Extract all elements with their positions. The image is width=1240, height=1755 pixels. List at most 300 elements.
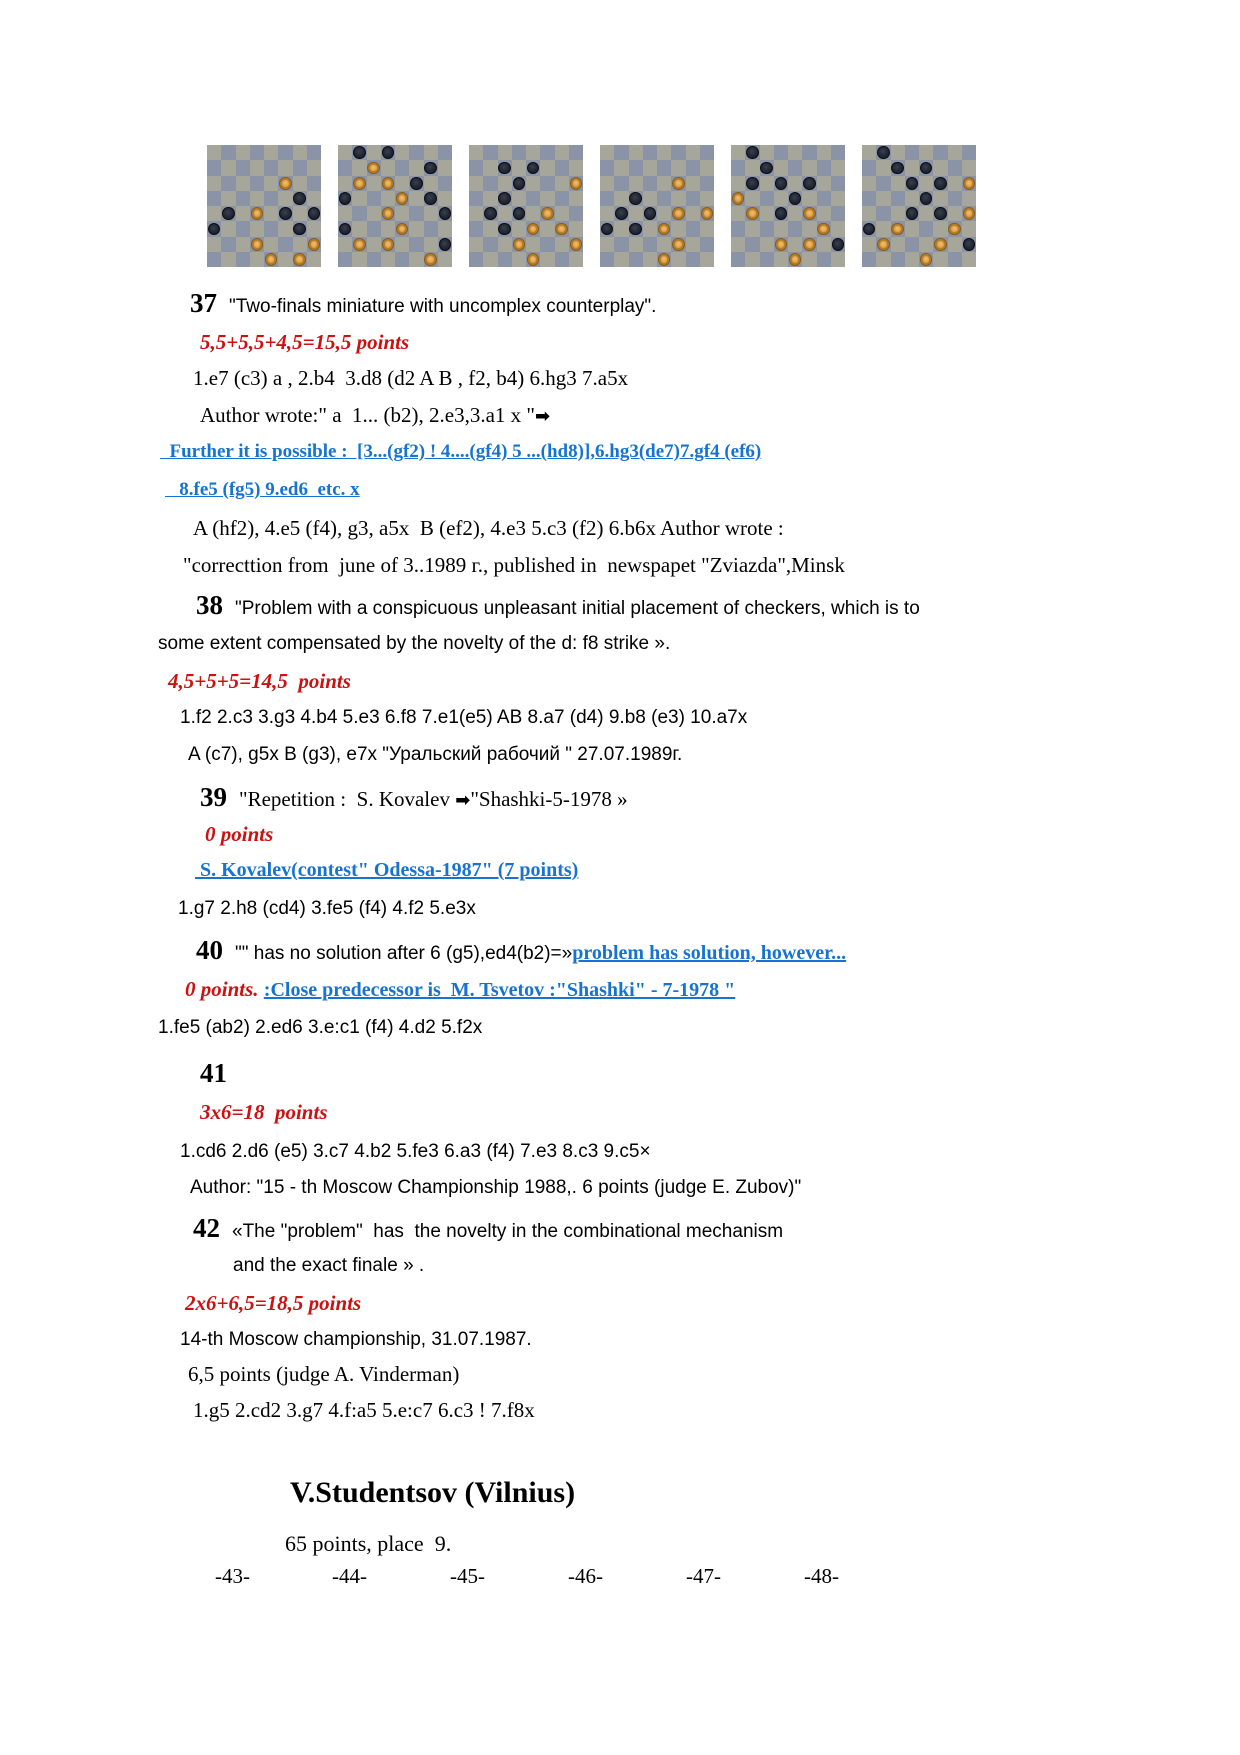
board-square: [569, 160, 583, 175]
board-square: [600, 237, 614, 252]
checker-piece-white: [382, 238, 395, 251]
problem-37-further-line1[interactable]: Further it is possible : [3...(gf2) ! 4....(gf4) 5 ...(hd8)],6.hg3(de7)7.gf4 (ef6): [160, 441, 762, 462]
board-square: [236, 237, 250, 252]
board-square: [876, 160, 890, 175]
board-square: [498, 206, 512, 221]
board-square: [207, 252, 221, 267]
checker-piece-white: [672, 177, 685, 190]
board-square: [788, 206, 802, 221]
board-square: [278, 221, 292, 236]
board-square: [498, 176, 512, 191]
checker-piece-white: [382, 207, 395, 220]
problem-40-predecessor-link[interactable]: :Close predecessor is M. Tsvetov :"Shashki" - 7-1978 ": [263, 979, 736, 1001]
checker-piece-black: [775, 207, 788, 220]
checker-piece-white: [672, 238, 685, 251]
board-square: [700, 160, 714, 175]
checker-piece-black: [920, 192, 933, 205]
page-number-45: -45-: [450, 1564, 485, 1588]
board-square: [381, 160, 395, 175]
checker-piece-white: [513, 238, 526, 251]
board-square: [221, 221, 235, 236]
checker-piece-white: [353, 238, 366, 251]
board-square: [207, 145, 221, 160]
board-square: [657, 191, 671, 206]
problem-40-solution-link[interactable]: problem has solution, however...: [572, 942, 847, 964]
board-square: [774, 160, 788, 175]
board-square: [293, 145, 307, 160]
board-square: [905, 221, 919, 236]
checker-piece-black: [279, 207, 292, 220]
board-square: [438, 176, 452, 191]
board-square: [831, 176, 845, 191]
board-square: [643, 237, 657, 252]
board-square: [236, 176, 250, 191]
board-square: [424, 237, 438, 252]
board-square: [307, 221, 321, 236]
checker-piece-white: [948, 223, 961, 236]
board-square: [221, 176, 235, 191]
problem-38-title-line1: "Problem with a conspicuous unpleasant initial placement of checkers, which is to: [235, 598, 920, 619]
board-square: [498, 237, 512, 252]
board-square: [600, 145, 614, 160]
board-square: [250, 145, 264, 160]
problem-37-moves: 1.e7 (c3) a , 2.b4 3.d8 (d2 A B , f2, b4) 6.hg3 7.a5x: [193, 366, 629, 390]
board-square: [367, 191, 381, 206]
problem-38-number: 38: [196, 590, 223, 620]
board-square: [512, 145, 526, 160]
board-square: [876, 252, 890, 267]
problem-37-number: 37: [190, 288, 217, 318]
board-square: [643, 176, 657, 191]
board-square: [629, 237, 643, 252]
problem-40-number: 40: [196, 935, 223, 965]
board-square: [657, 176, 671, 191]
board-square: [731, 221, 745, 236]
board-square: [483, 176, 497, 191]
page-number-44: -44-: [332, 1564, 367, 1588]
checker-piece-black: [803, 177, 816, 190]
board-square: [657, 206, 671, 221]
checker-piece-white: [775, 238, 788, 251]
board-square: [526, 191, 540, 206]
board-square: [555, 206, 569, 221]
board-square: [700, 191, 714, 206]
checker-piece-black: [746, 146, 759, 159]
board-square: [919, 176, 933, 191]
board-square: [307, 191, 321, 206]
board-square: [657, 145, 671, 160]
board-square: [483, 221, 497, 236]
checker-piece-white: [672, 207, 685, 220]
board-square: [760, 252, 774, 267]
board-square: [250, 191, 264, 206]
page-number-47: -47-: [686, 1564, 721, 1588]
board-square: [671, 191, 685, 206]
checker-piece-black: [513, 177, 526, 190]
checker-piece-black: [746, 177, 759, 190]
board-square: [526, 176, 540, 191]
board-square: [962, 221, 976, 236]
checker-piece-black: [498, 192, 511, 205]
checker-piece-white: [555, 223, 568, 236]
checker-piece-white: [527, 253, 540, 266]
problem-41-moves: 1.cd6 2.d6 (e5) 3.c7 4.b2 5.fe3 6.a3 (f4) 7.e3 8.c3 9.c5×: [180, 1141, 651, 1162]
board-square: [250, 160, 264, 175]
board-square: [469, 191, 483, 206]
board-square: [278, 160, 292, 175]
board-square: [933, 252, 947, 267]
board-square: [614, 145, 628, 160]
board-square: [352, 160, 366, 175]
checker-piece-white: [789, 253, 802, 266]
board-square: [207, 176, 221, 191]
board-square: [307, 252, 321, 267]
board-square: [731, 176, 745, 191]
checker-piece-white: [353, 177, 366, 190]
board-square: [774, 191, 788, 206]
checker-piece-black: [934, 207, 947, 220]
board-square: [367, 237, 381, 252]
checker-piece-white: [963, 177, 976, 190]
board-square: [540, 221, 554, 236]
board-square: [802, 191, 816, 206]
board-square: [395, 252, 409, 267]
board-square: [731, 252, 745, 267]
problem-42-number: 42: [193, 1213, 220, 1243]
checker-piece-white: [293, 253, 306, 266]
problem-38-notes: A (c7), g5x B (g3), e7x "Уральский рабочий " 27.07.1989г.: [188, 744, 683, 765]
checker-piece-white: [424, 253, 437, 266]
board-square: [236, 221, 250, 236]
board-square: [395, 206, 409, 221]
board-square: [469, 145, 483, 160]
board-square: [250, 252, 264, 267]
checker-piece-black: [353, 146, 366, 159]
board-square: [700, 176, 714, 191]
board-square: [614, 221, 628, 236]
board-square: [686, 145, 700, 160]
board-square: [338, 145, 352, 160]
board-square: [600, 191, 614, 206]
board-square: [933, 145, 947, 160]
board-square: [788, 176, 802, 191]
board-square: [207, 237, 221, 252]
checker-piece-black: [410, 177, 423, 190]
board-square: [731, 206, 745, 221]
board-square: [948, 237, 962, 252]
checker-piece-white: [570, 177, 583, 190]
board-square: [671, 145, 685, 160]
board-square: [540, 145, 554, 160]
problem-41-heading: [200, 1058, 227, 1089]
board-square: [395, 176, 409, 191]
board-square: [438, 160, 452, 175]
board-square: [600, 176, 614, 191]
board-square: [862, 206, 876, 221]
board-square: [962, 191, 976, 206]
checker-piece-black: [832, 238, 845, 251]
board-square: [221, 160, 235, 175]
board-square: [395, 145, 409, 160]
board-square: [905, 145, 919, 160]
board-square: [483, 191, 497, 206]
checker-piece-black: [439, 238, 452, 251]
checker-piece-black: [513, 207, 526, 220]
board-square: [278, 191, 292, 206]
board-square: [264, 160, 278, 175]
board-square: [962, 160, 976, 175]
checker-piece-white: [920, 253, 933, 266]
board-square: [948, 160, 962, 175]
board-square: [338, 237, 352, 252]
problem-41-number: 41: [200, 1058, 227, 1088]
board-square: [671, 252, 685, 267]
board-square: [236, 145, 250, 160]
board-square: [409, 252, 423, 267]
checker-piece-black: [934, 177, 947, 190]
board-square: [876, 221, 890, 236]
board-square: [293, 206, 307, 221]
board-square: [569, 252, 583, 267]
board-square: [629, 252, 643, 267]
board-square: [891, 237, 905, 252]
problem-39-predecessor-link[interactable]: S. Kovalev(contest" Odessa-1987" (7 points): [195, 859, 579, 881]
board-square: [891, 191, 905, 206]
author-score: 65 points, place 9.: [285, 1531, 452, 1556]
board-square: [774, 145, 788, 160]
checker-piece-black: [963, 238, 976, 251]
board-square: [614, 252, 628, 267]
problem-42-moves: 1.g5 2.cd2 3.g7 4.f:a5 5.e:c7 6.c3 ! 7.f8x: [193, 1398, 535, 1422]
board-square: [424, 206, 438, 221]
board-square: [802, 160, 816, 175]
problem-39-points: 0 points: [205, 822, 274, 846]
board-square: [264, 206, 278, 221]
board-square: [278, 145, 292, 160]
board-square: [469, 252, 483, 267]
page-number-43: -43-: [215, 1564, 250, 1588]
board-square: [686, 237, 700, 252]
board-square: [817, 252, 831, 267]
problem-37-title: "Two-finals miniature with uncomplex counterplay".: [229, 296, 657, 317]
checker-piece-black: [498, 223, 511, 236]
board-square: [207, 191, 221, 206]
board-square: [367, 176, 381, 191]
checkers-board-42: [862, 145, 976, 267]
board-square: [891, 145, 905, 160]
board-square: [760, 176, 774, 191]
board-square: [424, 176, 438, 191]
board-square: [512, 160, 526, 175]
problem-38-moves: 1.f2 2.c3 3.g3 4.b4 5.e3 6.f8 7.e1(e5) AB 8.a7 (d4) 9.b8 (e3) 10.a7x: [180, 707, 748, 728]
board-square: [774, 221, 788, 236]
board-square: [905, 252, 919, 267]
checker-piece-black: [339, 192, 352, 205]
board-square: [891, 206, 905, 221]
board-square: [643, 145, 657, 160]
board-square: [643, 221, 657, 236]
board-square: [817, 237, 831, 252]
board-square: [831, 145, 845, 160]
board-square: [381, 252, 395, 267]
board-square: [919, 237, 933, 252]
board-square: [221, 252, 235, 267]
board-square: [745, 221, 759, 236]
board-square: [264, 237, 278, 252]
board-square: [221, 237, 235, 252]
board-square: [948, 191, 962, 206]
board-square: [962, 145, 976, 160]
problem-38-heading: [196, 590, 920, 621]
checker-piece-black: [615, 207, 628, 220]
checker-piece-white: [251, 238, 264, 251]
board-square: [760, 221, 774, 236]
checkers-board-38: [338, 145, 452, 267]
checker-piece-white: [963, 207, 976, 220]
checker-piece-black: [424, 192, 437, 205]
board-square: [788, 221, 802, 236]
board-square: [905, 191, 919, 206]
board-square: [307, 176, 321, 191]
checker-piece-black: [629, 192, 642, 205]
board-square: [933, 191, 947, 206]
page-number-46: -46-: [568, 1564, 603, 1588]
problem-38-points: 4,5+5+5=14,5 points: [168, 669, 351, 693]
board-square: [540, 252, 554, 267]
board-square: [498, 252, 512, 267]
board-square: [352, 252, 366, 267]
board-square: [919, 221, 933, 236]
board-square: [264, 191, 278, 206]
board-square: [236, 160, 250, 175]
board-square: [569, 145, 583, 160]
board-square: [862, 160, 876, 175]
board-square: [555, 160, 569, 175]
board-square: [409, 145, 423, 160]
checker-piece-black: [498, 162, 511, 175]
checker-piece-black: [891, 162, 904, 175]
board-square: [236, 206, 250, 221]
board-square: [483, 160, 497, 175]
board-square: [526, 206, 540, 221]
board-square: [338, 252, 352, 267]
checker-piece-black: [439, 207, 452, 220]
board-square: [236, 252, 250, 267]
board-square: [569, 191, 583, 206]
board-square: [686, 160, 700, 175]
board-square: [876, 191, 890, 206]
board-square: [250, 221, 264, 236]
checker-piece-white: [891, 223, 904, 236]
board-square: [438, 191, 452, 206]
board-square: [367, 206, 381, 221]
board-square: [831, 191, 845, 206]
board-square: [600, 160, 614, 175]
board-square: [307, 145, 321, 160]
problem-42-event: 14-th Moscow championship, 31.07.1987.: [180, 1329, 532, 1350]
board-square: [760, 206, 774, 221]
board-square: [278, 237, 292, 252]
problem-42-title-line2: and the exact finale » .: [233, 1255, 425, 1276]
board-square: [438, 221, 452, 236]
board-square: [569, 221, 583, 236]
board-square: [512, 221, 526, 236]
problem-40-heading: [196, 935, 846, 966]
checker-piece-white: [396, 192, 409, 205]
board-square: [352, 191, 366, 206]
board-square: [264, 176, 278, 191]
board-square: [686, 221, 700, 236]
board-square: [526, 237, 540, 252]
board-square: [731, 160, 745, 175]
board-square: [512, 252, 526, 267]
board-square: [862, 145, 876, 160]
board-square: [221, 145, 235, 160]
checker-piece-white: [817, 223, 830, 236]
checkers-board-37: [207, 145, 321, 267]
board-square: [700, 237, 714, 252]
board-square: [831, 160, 845, 175]
board-square: [891, 252, 905, 267]
board-square: [788, 160, 802, 175]
problem-37-further-line2[interactable]: 8.fe5 (fg5) 9.ed6 etc. x: [165, 479, 360, 500]
board-square: [264, 221, 278, 236]
board-square: [962, 252, 976, 267]
board-square: [891, 176, 905, 191]
board-square: [760, 237, 774, 252]
problem-40-moves: 1.fe5 (ab2) 2.ed6 3.e:c1 (f4) 4.d2 5.f2x: [158, 1017, 483, 1038]
board-square: [207, 160, 221, 175]
board-square: [600, 252, 614, 267]
board-square: [671, 221, 685, 236]
board-square: [409, 191, 423, 206]
board-square: [614, 237, 628, 252]
checker-piece-black: [484, 207, 497, 220]
checker-piece-white: [382, 177, 395, 190]
board-square: [948, 176, 962, 191]
board-square: [686, 206, 700, 221]
board-square: [731, 237, 745, 252]
board-square: [643, 191, 657, 206]
right-arrow-icon: ➡: [535, 406, 551, 427]
checker-piece-white: [279, 177, 292, 190]
problem-41-author: Author: "15 - th Moscow Championship 1988,. 6 points (judge E. Zubov)": [190, 1177, 802, 1198]
board-square: [352, 206, 366, 221]
board-square: [600, 206, 614, 221]
board-square: [424, 145, 438, 160]
board-square: [700, 145, 714, 160]
problem-42-heading: [193, 1213, 783, 1244]
board-square: [293, 237, 307, 252]
problem-37-notes-ab: A (hf2), 4.e5 (f4), g3, a5x B (ef2), 4.e3 5.c3 (f2) 6.b6x Author wrote :: [193, 516, 784, 540]
board-square: [614, 191, 628, 206]
checker-piece-white: [701, 207, 714, 220]
checker-piece-black: [293, 223, 306, 236]
board-square: [540, 160, 554, 175]
board-square: [760, 145, 774, 160]
checkers-board-41: [731, 145, 845, 267]
board-square: [367, 145, 381, 160]
checker-piece-white: [803, 238, 816, 251]
board-square: [555, 237, 569, 252]
page-number-48: -48-: [804, 1564, 839, 1588]
board-square: [745, 191, 759, 206]
problem-37-points: 5,5+5,5+4,5=15,5 points: [200, 330, 410, 354]
board-square: [483, 237, 497, 252]
checkers-board-40: [600, 145, 714, 267]
board-square: [512, 191, 526, 206]
board-square: [948, 206, 962, 221]
